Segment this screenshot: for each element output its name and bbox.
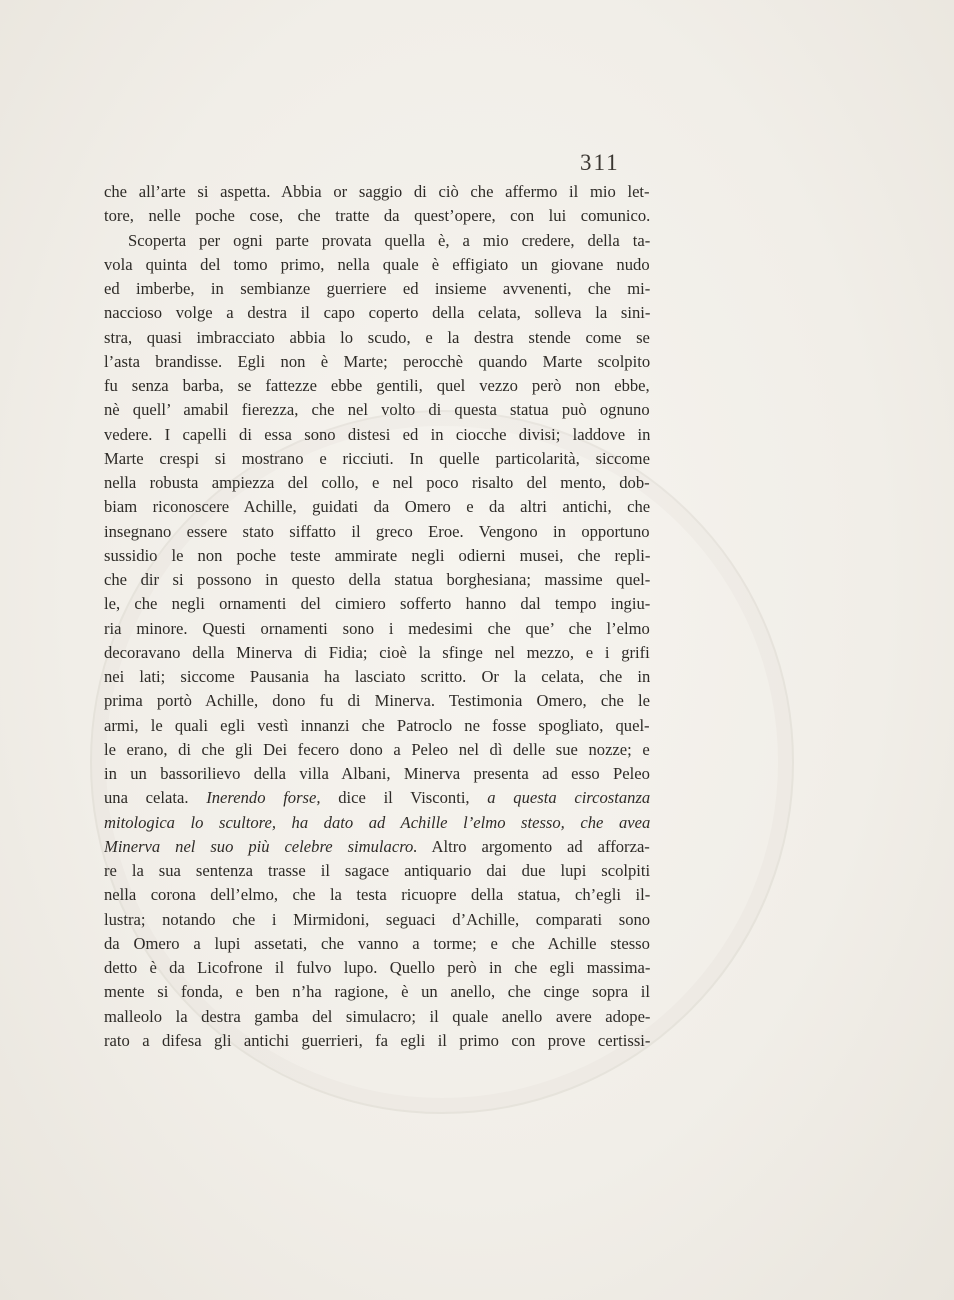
- text-line: [104, 714, 650, 738]
- italic-text: Minerva nel suo più celebre simulacro.: [104, 836, 418, 856]
- text-segment: vola quinta del tomo primo, nella quale è effigiato un giovane nudo: [104, 254, 650, 274]
- text-segment: che dir si possono in questo della statua borghesiana; massime quel-: [104, 570, 650, 589]
- italic-text: mitologica lo scultore, ha dato ad Achille l’elmo stesso, che avea: [104, 812, 650, 832]
- text-line: [104, 932, 650, 956]
- text-segment: le, che negli ornamenti del cimiero sofferto hanno dal tempo ingiu-: [104, 594, 650, 614]
- text-line: [104, 835, 650, 859]
- text-line: [104, 180, 650, 204]
- text-line: [104, 204, 650, 228]
- text-line: [104, 786, 650, 810]
- italic-text: a questa circostanza: [487, 788, 650, 808]
- text-segment: lustra; notando che i Mirmidoni, seguaci d’Achille, comparati sono: [104, 909, 650, 929]
- text-line: [104, 471, 650, 495]
- text-segment: ed imberbe, in sembianze guerriere ed insieme avvenenti, che mi-: [104, 279, 650, 298]
- text-segment: mente si fonda, e ben n’ha ragione, è un anello, che cinge sopra il: [104, 982, 650, 1002]
- text-line: [104, 253, 650, 277]
- text-segment: ria minore. Questi ornamenti sono i medesimi che que’ che l’elmo: [104, 618, 650, 638]
- text-segment: da Omero a lupi assetati, che vanno a torme; e che Achille stesso: [104, 933, 650, 953]
- text-line: [104, 908, 650, 932]
- text-line: [104, 398, 650, 422]
- text-line: [104, 738, 650, 762]
- text-line: [104, 641, 650, 665]
- text-segment: l’asta brandisse. Egli non è Marte; perocchè quando Marte scolpito: [104, 351, 650, 371]
- text-line: [104, 301, 650, 325]
- text-segment: stra, quasi imbracciato abbia lo scudo, e la destra stende come se: [104, 327, 650, 347]
- text-segment: detto è da Licofrone il fulvo lupo. Quello però in che egli massima-: [104, 958, 650, 977]
- text-segment: in un bassorilievo della villa Albani, Minerva presenta ad esso Peleo: [104, 764, 650, 783]
- text-line: [104, 277, 650, 301]
- text-segment: armi, le quali egli vestì innanzi che Patroclo ne fosse spogliato, quel-: [104, 715, 650, 735]
- text-segment: vedere. I capelli di essa sono distesi ed in ciocche divisi; laddove in: [104, 424, 650, 444]
- text-segment: nella corona dell’elmo, che la testa ricuopre della statua, ch’egli il-: [104, 885, 650, 905]
- text-segment: insegnano essere stato siffatto il greco Eroe. Vengono in opportuno: [104, 521, 650, 541]
- text-line: [104, 568, 650, 592]
- text-segment: malleolo la destra gamba del simulacro; il quale anello avere adope-: [104, 1006, 650, 1026]
- text-segment: biam riconoscere Achille, guidati da Omero e da altri antichi, che: [104, 497, 650, 517]
- text-line: [104, 883, 650, 907]
- italic-text: Inerendo forse,: [206, 788, 321, 808]
- text-line: [104, 374, 650, 398]
- text-line: [104, 326, 650, 350]
- text-line: [104, 447, 650, 471]
- text-line: [104, 350, 650, 374]
- text-line: [104, 859, 650, 883]
- text-segment: le erano, di che gli Dei fecero dono a Peleo nel dì delle sue nozze; e: [104, 739, 650, 759]
- text-line: [104, 665, 650, 689]
- text-segment: prima portò Achille, dono fu di Minerva. Testimonia Omero, che le: [104, 691, 650, 711]
- text-segment: decoravano della Minerva di Fidia; cioè la sfinge nel mezzo, e i grifi: [104, 642, 650, 662]
- text-line: [104, 956, 650, 980]
- text-segment: tore, nelle poche cose, che tratte da quest’opere, con lui comunico.: [104, 206, 650, 226]
- text-line: [104, 423, 650, 447]
- text-line: [104, 980, 650, 1004]
- text-segment: re la sua sentenza trasse il sagace antiquario dai due lupi scolpiti: [104, 861, 650, 880]
- text-line: [104, 1005, 650, 1029]
- text-segment: nella robusta ampiezza del collo, e nel poco risalto del mento, dob-: [104, 473, 650, 492]
- text-segment: Altro argomento ad afforza-: [417, 836, 650, 856]
- text-line: [104, 495, 650, 519]
- text-line: [104, 811, 650, 835]
- text-segment: sussidio le non poche teste ammirate negli odierni musei, che repli-: [104, 545, 650, 565]
- text-segment: Marte crespi si mostrano e ricciuti. In quelle particolarità, siccome: [104, 448, 650, 468]
- text-line: [104, 229, 650, 253]
- text-line: [104, 762, 650, 786]
- text-line: [104, 520, 650, 544]
- body-text: [104, 180, 650, 1053]
- text-segment: dice il Visconti,: [320, 788, 488, 808]
- text-line: [104, 689, 650, 713]
- text-segment: fu senza barba, se fattezze ebbe gentili, quel vezzo però non ebbe,: [104, 376, 650, 395]
- text-segment: Scoperta per ogni parte provata quella è, a mio credere, della ta-: [128, 230, 650, 250]
- text-line: [104, 617, 650, 641]
- text-segment: rato a difesa gli antichi guerrieri, fa egli il primo con prove certissi-: [104, 1030, 650, 1050]
- text-segment: nei lati; siccome Pausania ha lasciato scritto. Or la celata, che in: [104, 667, 650, 686]
- text-segment: naccioso volge a destra il capo coperto della celata, solleva la sini-: [104, 303, 650, 323]
- text-line: [104, 1029, 650, 1053]
- page-number: 311: [580, 150, 620, 175]
- text-line: [104, 592, 650, 616]
- text-segment: che all’arte si aspetta. Abbia or saggio di ciò che affermo il mio let-: [104, 182, 650, 201]
- text-segment: nè quell’ amabil fierezza, che nel volto di questa statua può ognuno: [104, 400, 650, 420]
- text-segment: una celata.: [104, 788, 207, 808]
- text-line: [104, 544, 650, 568]
